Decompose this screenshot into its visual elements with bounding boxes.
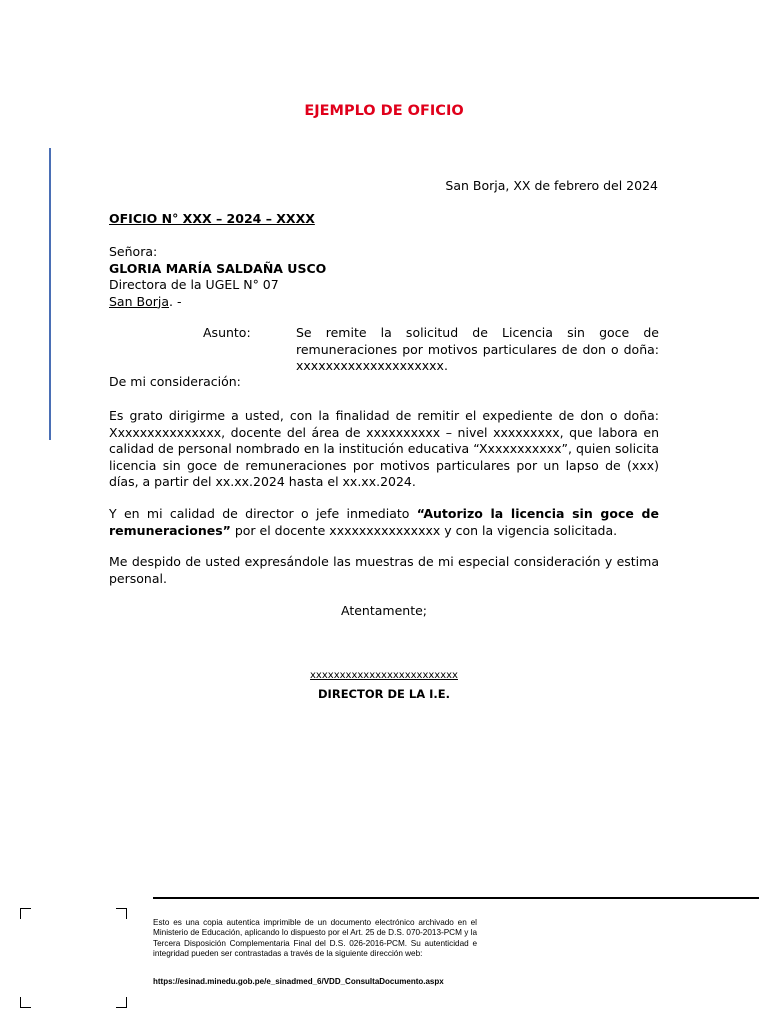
body-paragraph-3: Me despido de usted expresándole las muestras de mi especial consideración y estima personal. bbox=[109, 554, 659, 586]
signature-role: DIRECTOR DE LA I.E. bbox=[318, 687, 450, 701]
qr-frame-corner bbox=[116, 908, 127, 919]
margin-change-bar bbox=[49, 148, 51, 440]
asunto-label: Asunto: bbox=[203, 325, 251, 340]
recipient-city: San Borja bbox=[109, 293, 169, 309]
date-line: San Borja, XX de febrero del 2024 bbox=[445, 178, 658, 193]
document-title: EJEMPLO DE OFICIO bbox=[304, 103, 464, 119]
paragraph-2-bold: “Autorizo la licencia sin goce de remuneraciones” bbox=[109, 506, 659, 538]
paragraph-2-before: Y en mi calidad de director o jefe inmediato bbox=[109, 506, 417, 521]
footer-authenticity-text: Esto es una copia autentica imprimible de un documento electrónico archivado en el Ministerio de Educación, aplicando lo dispuesto por el Art. 25 de D.S. 070-2013-PCM y la Tercera Disposición Complementaria Final del D.S. 026-2016-PCM. Su autenticidad e integridad pueden ser contrastadas a través de la siguiente dirección web: bbox=[153, 918, 477, 959]
recipient-position: Directora de la UGEL N° 07 bbox=[109, 277, 279, 292]
asunto-text: Se remite la solicitud de Licencia sin goce de remuneraciones por motivos particulares de don o doña: xxxxxxxxxxxxxxxxxxxx. bbox=[296, 325, 659, 373]
oficio-number: OFICIO N° XXX – 2024 – XXXX bbox=[109, 211, 315, 226]
footer-verification-url[interactable]: https://esinad.minedu.gob.pe/e_sinadmed_6/VDD_ConsultaDocumento.aspx bbox=[153, 977, 444, 986]
footer-divider bbox=[153, 897, 759, 899]
body-paragraph-2 bbox=[109, 506, 659, 539]
recipient-city-suffix: . - bbox=[169, 293, 182, 309]
recipient-salutation: Señora: bbox=[109, 244, 158, 259]
greeting: De mi consideración: bbox=[109, 374, 241, 389]
recipient-city-line bbox=[109, 294, 326, 311]
signature-name-placeholder: xxxxxxxxxxxxxxxxxxxxxxxxx bbox=[310, 670, 458, 681]
qr-frame-corner bbox=[20, 908, 31, 919]
recipient-name: GLORIA MARÍA SALDAÑA USCO bbox=[109, 260, 327, 276]
recipient-block bbox=[109, 244, 326, 310]
closing: Atentamente; bbox=[341, 603, 427, 618]
paragraph-2-after: por el docente xxxxxxxxxxxxxxx y con la vigencia solicitada. bbox=[230, 522, 618, 538]
body-paragraph-1: Es grato dirigirme a usted, con la finalidad de remitir el expediente de don o doña: Xxxxxxxxxxxxxxx, docente del área de xxxxxxxxxx – nivel xxxxxxxxx, que labora en calidad de personal nombrado en la institución educativa “Xxxxxxxxxxx”, quien solicita licencia sin goce de remuneraciones por motivos particulares por un lapso de (xxx) días, a partir del xx.xx.2024 hasta el xx.xx.2024. bbox=[109, 408, 659, 489]
qr-frame-corner bbox=[20, 997, 31, 1008]
qr-frame-corner bbox=[116, 997, 127, 1008]
